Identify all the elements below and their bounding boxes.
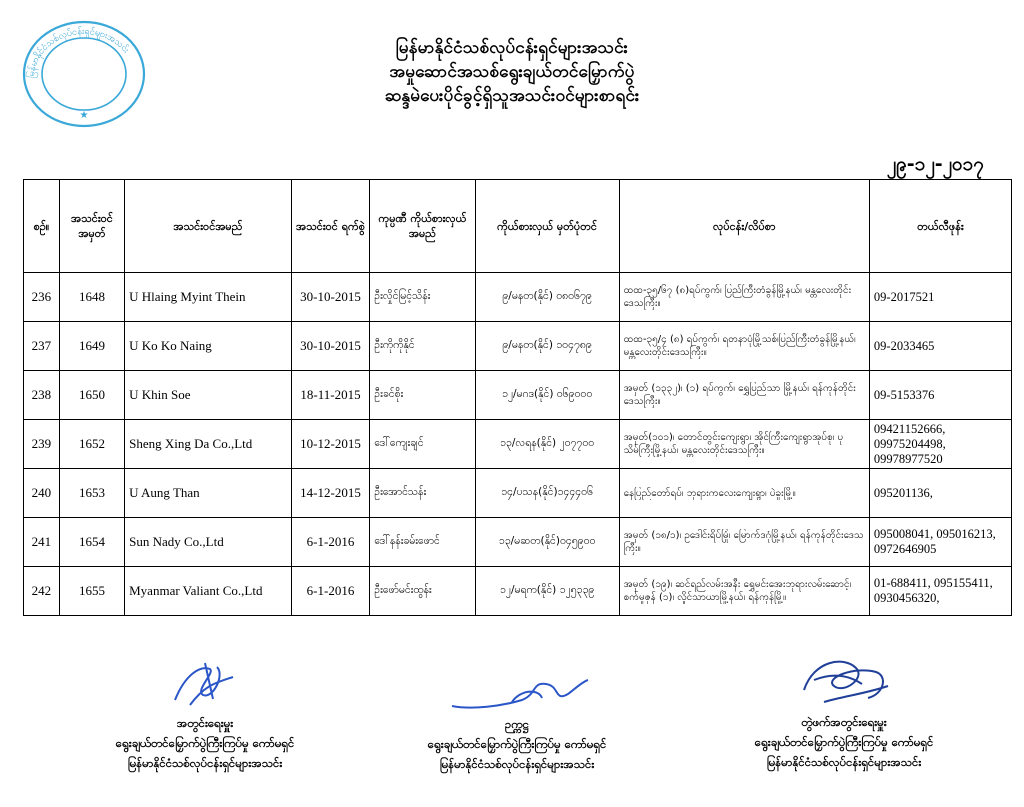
cell-date: 14-12-2015 <box>291 469 370 518</box>
cell-name: Myanmar Valiant Co.,Ltd <box>125 567 292 616</box>
cell-no: 238 <box>24 371 60 420</box>
cell-nrc: ၁၂/မဂဒ(နိုင်) ၀၆၉၀၀၀ <box>475 371 619 420</box>
cell-name: U Hlaing Myint Thein <box>125 273 292 322</box>
header-line-1: မြန်မာနိုင်ငံသစ်လုပ်ငန်းရှင်များအသင်း <box>395 38 629 58</box>
signature-block-joint-secretary <box>714 650 974 772</box>
cell-address <box>619 273 869 322</box>
cell-date: 30-10-2015 <box>291 273 370 322</box>
cell-phone <box>869 322 1011 371</box>
phone-text: 09-5153376 <box>873 387 935 402</box>
cell-no: 236 <box>24 273 60 322</box>
cell-nrc: ၉/မနတ(နိုင်) ၀၈၀၆၇၉ <box>475 273 619 322</box>
cell-representative: ဦးအောင်သန်း <box>370 469 475 518</box>
address-text: နေပြည်တော်ရပ်၊ ဘုရားကလေးကျေးရွာ၊ ပဲခူးမြို့။ <box>623 487 796 499</box>
cell-nrc: ၁၄/ပသန(နိုင်)၁၄၄၄၀၆ <box>475 469 619 518</box>
cell-nrc: ၁၃/လရန(နိုင်) ၂၀၇၇၀၀ <box>475 420 619 469</box>
cell-member-no: 1655 <box>59 567 124 616</box>
table-row <box>24 371 1012 420</box>
cell-phone <box>869 273 1011 322</box>
cell-date: 6-1-2016 <box>291 518 370 567</box>
cell-no: 240 <box>24 469 60 518</box>
signature-association: မြန်မာနိုင်ငံသစ်လုပ်ငန်းရှင်များအသင်း <box>127 756 283 770</box>
signature-block-secretary <box>85 655 325 773</box>
cell-representative: ဒေါ်နန်းခမ်းဖောင် <box>370 518 475 567</box>
cell-date: 6-1-2016 <box>291 567 370 616</box>
cell-name: U Aung Than <box>125 469 292 518</box>
signature-committee: ရွေးချယ်တင်မြှောက်ပွဲကြီးကြပ်မှု ကော်မရှင် <box>754 735 934 749</box>
signature-joint-secretary <box>784 650 904 712</box>
cell-name: U Khin Soe <box>125 371 292 420</box>
cell-name: Sheng Xing Da Co.,Ltd <box>125 420 292 469</box>
cell-nrc: ၁၃/မဆတ(နိုင်)၀၄၅၉၀၀ <box>475 518 619 567</box>
cell-nrc: ၁၂/မရက(နိုင်) ၁၂၅၃၃၉ <box>475 567 619 616</box>
signature-title: ဉက္ကဋ္ဌ <box>505 717 529 731</box>
address-text: ထထ-၃၅/၆၇ (၈)ရပ်ကွက်၊ ပြည်ကြီးတံခွန်မြို့နယ်၊ မန္တလေးတိုင်းဒေသကြီး။ <box>623 285 852 309</box>
cell-no: 239 <box>24 420 60 469</box>
cell-member-no: 1649 <box>59 322 124 371</box>
cell-date: 10-12-2015 <box>291 420 370 469</box>
phone-text: 095008041, 095016213, 0972646905 <box>873 527 996 556</box>
cell-phone <box>869 518 1011 567</box>
cell-address <box>619 371 869 420</box>
table-row <box>24 567 1012 616</box>
col-header-no: စဉ်။ <box>24 180 60 273</box>
phone-text: 09421152666, 09975204498, 09978977520 <box>873 421 946 466</box>
phone-text: 09-2033465 <box>873 338 935 353</box>
signature-association: မြန်မာနိုင်ငံသစ်လုပ်ငန်းရှင်များအသင်း <box>766 755 922 769</box>
address-text: အမှတ် (၁၃၃၂)၊ (၁) ရပ်ကွက်၊ ရွှေပြည်သာ မြို့နယ်၊ ရန်ကုန်တိုင်းဒေသကြီး။ <box>623 383 856 407</box>
signature-association: မြန်မာနိုင်ငံသစ်လုပ်ငန်းရှင်များအသင်း <box>439 757 595 771</box>
header-line-2: အမှုဆောင်အသစ်ရွေးချယ်တင်မြှောက်ပွဲ <box>389 62 635 82</box>
col-header-nrc: ကိုယ်စားလှယ် မှတ်ပုံတင် <box>475 180 619 273</box>
col-header-phone: တယ်လီဖုန်း <box>869 180 1011 273</box>
address-text: အမှတ် (၁၈/၁)၊ ဥဒေါင်းရိပ်မြုံ၊ မြောက်ဒဂုံမြို့နယ်၊ ရန်ကုန်တိုင်းဒေသကြီး။ <box>623 530 864 554</box>
signature-title: အတွင်းရေးမှူး <box>176 716 234 730</box>
signature-committee: ရွေးချယ်တင်မြှောက်ပွဲကြီးကြပ်မှု ကော်မရှင် <box>115 736 295 750</box>
cell-member-no: 1650 <box>59 371 124 420</box>
document-date: ၂၉-၁၂-၂၀၁၇ <box>886 153 984 175</box>
table-row <box>24 420 1012 469</box>
cell-member-no: 1654 <box>59 518 124 567</box>
cell-phone <box>869 469 1011 518</box>
cell-no: 237 <box>24 322 60 371</box>
cell-member-no: 1648 <box>59 273 124 322</box>
table-row <box>24 273 1012 322</box>
signature-secretary <box>155 655 255 713</box>
member-table <box>23 179 1012 616</box>
cell-representative: ဒေါ်ကျေးချင် <box>370 420 475 469</box>
col-header-address: လုပ်ငန်း/လိပ်စာ <box>619 180 869 273</box>
col-header-date: အသင်းဝင် ရက်စွဲ <box>291 180 370 273</box>
cell-address <box>619 469 869 518</box>
signature-committee: ရွေးချယ်တင်မြှောက်ပွဲကြီးကြပ်မှု ကော်မရှင် <box>427 737 607 751</box>
address-text: ထထ-၃၅/၄ (၈) ရပ်ကွက်၊ ရတနာပုံမြို့သစ်၊ပြည်ကြီးတံခွန်မြို့နယ်၊ မန္တလေးတိုင်းဒေသကြီး။ <box>623 334 856 358</box>
table-header-row <box>24 180 1012 273</box>
signature-block-chairman <box>392 672 642 774</box>
cell-representative: ဦးကိုကိုနိုင် <box>370 322 475 371</box>
address-text: အမှတ်(၁၀၁)၊ တောင်တွင်းကျေးရွာ၊ အိုင်ကြီးကျေးရွာအုပ်စု၊ ပုသိမ်ကြီးမြို့နယ်၊ မန္တလေးတိုင်းဒေသကြီး။ <box>623 432 844 456</box>
col-header-member-no: အသင်းဝင် အမှတ် <box>59 180 124 273</box>
signature-chairman <box>442 672 592 714</box>
cell-member-no: 1652 <box>59 420 124 469</box>
col-header-name: အသင်းဝင်အမည် <box>125 180 292 273</box>
cell-address <box>619 322 869 371</box>
cell-member-no: 1653 <box>59 469 124 518</box>
cell-no: 242 <box>24 567 60 616</box>
cell-date: 30-10-2015 <box>291 322 370 371</box>
cell-phone <box>869 420 1011 469</box>
document-header <box>0 36 1024 108</box>
cell-phone <box>869 567 1011 616</box>
seal-text: မြန်မာနိုင်ငံသစ်လုပ်ငန်းရှင်များအသင်း <box>26 26 131 79</box>
table-row <box>24 322 1012 371</box>
address-text: အမှတ် (၁၉)၊ ဆင်ရည်လမ်းအနီး ရွှေမင်းအေးဘုရားလမ်းဆောင့်၊ စက်မှုဇုန် (၁)၊ လှိုင်သာယာမြို့နယ်၊ ရန်ကုန်မြို့။ <box>623 579 852 603</box>
cell-name: Sun Nady Co.,Ltd <box>125 518 292 567</box>
cell-no: 241 <box>24 518 60 567</box>
cell-address <box>619 567 869 616</box>
phone-text: 09-2017521 <box>873 289 935 304</box>
table-row <box>24 469 1012 518</box>
cell-representative: ဦးခင်စိုး <box>370 371 475 420</box>
cell-representative: ဦးလှိုင်မြင့်သိန်း <box>370 273 475 322</box>
cell-phone <box>869 371 1011 420</box>
cell-name: U Ko Ko Naing <box>125 322 292 371</box>
table-row <box>24 518 1012 567</box>
col-header-representative: ကုမ္ပဏီ ကိုယ်စားလှယ် အမည် <box>370 180 475 273</box>
cell-nrc: ၉/မနတ(နိုင်) ၁၀၄၇၈၉ <box>475 322 619 371</box>
cell-representative: ဦးဖော်မင်းထွန်း <box>370 567 475 616</box>
phone-text: 01-688411, 095155411, 0930456320, <box>873 576 993 605</box>
signature-title: တွဲဖက်အတွင်းရေးမှူး <box>801 715 887 729</box>
svg-text:★: ★ <box>79 110 89 121</box>
header-line-3: ဆန္ဒမဲပေးပိုင်ခွင့်ရှိသူအသင်းဝင်များစာရင်း <box>384 86 640 106</box>
phone-text: 095201136, <box>873 485 933 500</box>
cell-address <box>619 518 869 567</box>
cell-date: 18-11-2015 <box>291 371 370 420</box>
cell-address <box>619 420 869 469</box>
